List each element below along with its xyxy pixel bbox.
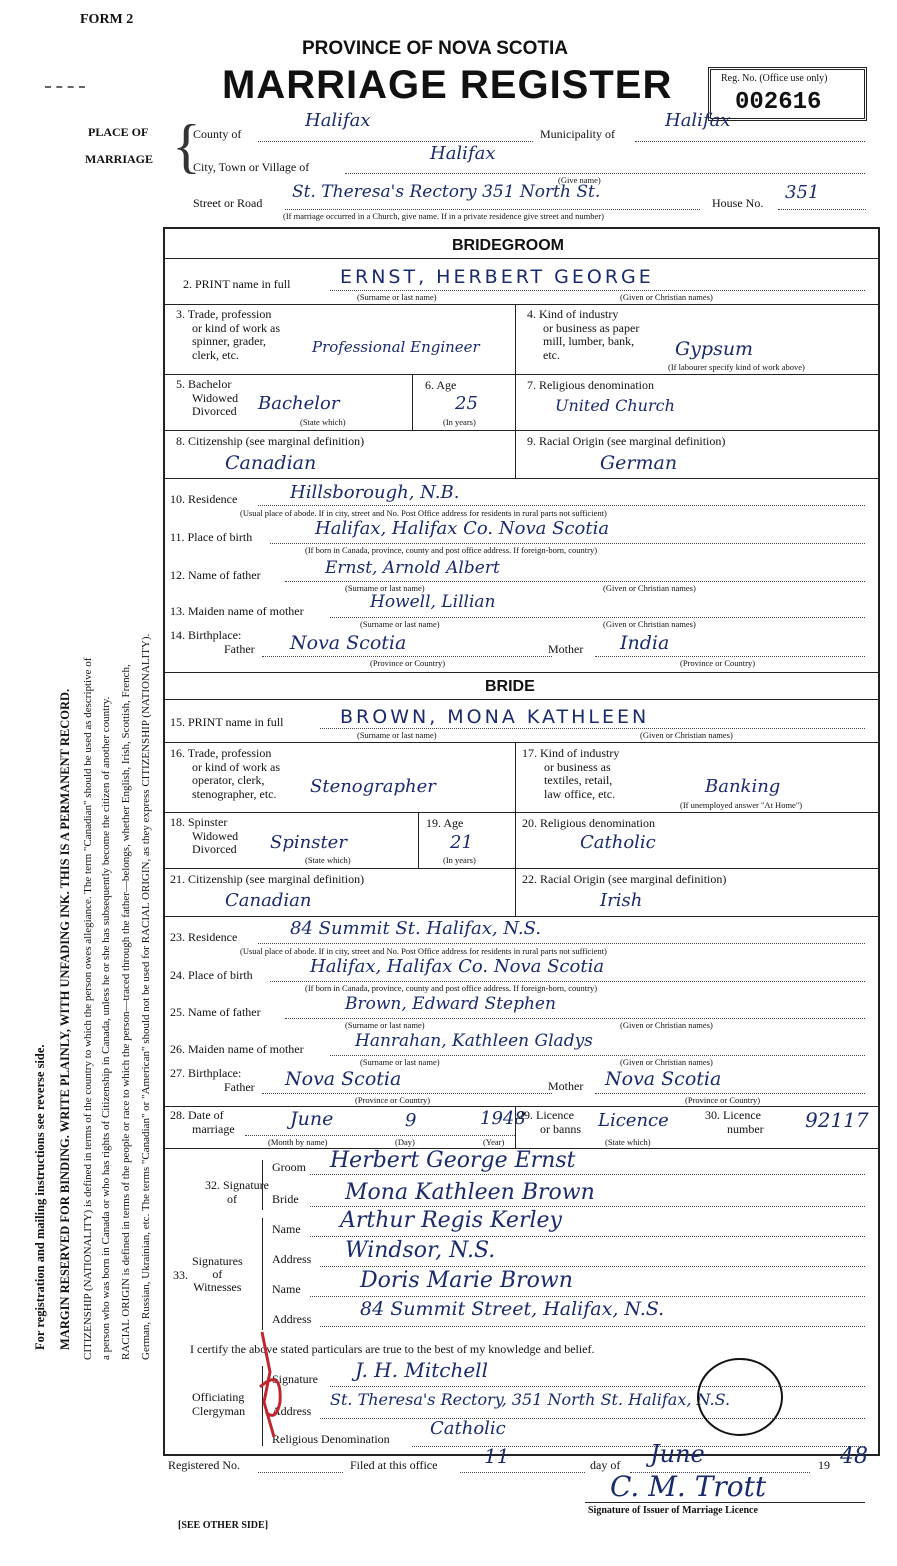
house-label: House No. (712, 196, 764, 210)
groom-birthplace-value: Halifax, Halifax Co. Nova Scotia (315, 518, 610, 539)
margin-racial-def-2: German, Russian, Ukrainian, etc. The terms "Canadian" or "American" should not be used for RACIAL ORIGIN, as they express CITIZENSHIP (NATIONALITY). (140, 633, 152, 1360)
bride-industry-label: 17. Kind of industry or business as textiles, retail, law office, etc. (522, 746, 620, 801)
bride-mother-value: Hanrahan, Kathleen Gladys (355, 1031, 593, 1051)
street-label: Street or Road (193, 196, 263, 210)
street-note: (If marriage occurred in a Church, give name. If in a private residence give street and number) (283, 211, 604, 221)
groom-father-surname-note: (Surname or last name) (345, 583, 425, 593)
page-title: MARRIAGE REGISTER (222, 63, 673, 107)
witness-number: 33. (173, 1268, 188, 1282)
groom-age-value: 25 (455, 393, 478, 414)
bride-status-value: Spinster (270, 832, 347, 853)
bride-mother-birth-value: Nova Scotia (605, 1068, 722, 1090)
w2-address-label: Address (272, 1312, 312, 1326)
margin-binding-note: MARGIN RESERVED FOR BINDING. WRITE PLAINLY, WITH UNFADING INK. THIS IS A PERMANENT RECORD. (58, 688, 72, 1350)
municipality-label: Municipality of (540, 127, 615, 141)
bride-father-prov-note: (Province or Country) (355, 1095, 431, 1105)
bride-mother-surname-note: (Surname or last name) (360, 1057, 440, 1067)
bride-father-label: 25. Name of father (170, 1005, 261, 1019)
bride-heading: BRIDE (485, 678, 535, 695)
licence-number-label: 30. Licence number (705, 1108, 764, 1136)
w1-address-label: Address (272, 1252, 312, 1266)
marriage-date-label: 28. Date of marriage (170, 1108, 235, 1136)
groom-state-which: (State which) (300, 417, 346, 427)
witness1-name: Arthur Regis Kerley (340, 1208, 562, 1233)
reg-number: 002616 (735, 89, 822, 116)
groom-mother-label: 13. Maiden name of mother (170, 604, 304, 618)
groom-father-given-note: (Given or Christian names) (603, 583, 696, 593)
groom-sig-label: Groom (272, 1160, 306, 1174)
bride-age-label: 19. Age (426, 816, 464, 830)
margin-citizenship-def-1: CITIZENSHIP (NATIONALITY) is defined in terms of the country to which the person owes allegiance. The term "Canadian" should be used as descriptive of (82, 657, 94, 1360)
bride-residence-label: 23. Residence (170, 930, 238, 944)
groom-mother-given-note: (Given or Christian names) (603, 619, 696, 629)
bride-status-label: 18. Spinster Widowed Divorced (170, 815, 239, 856)
bride-origin-label: 22. Racial Origin (see marginal definition) (522, 872, 727, 886)
bride-residence-value: 84 Summit St. Halifax, N.S. (290, 918, 542, 939)
certify-statement: I certify the above stated particulars are true to the best of my knowledge and belief. (190, 1342, 595, 1356)
bride-religion-value: Catholic (580, 832, 656, 853)
groom-birthplace-parents-label: 14. Birthplace: Father (170, 628, 255, 656)
licence-number-value: 92117 (805, 1108, 869, 1132)
groom-origin-value: German (600, 452, 678, 474)
bride-father-birth-value: Nova Scotia (285, 1068, 402, 1090)
issuer-signature: C. M. Trott (610, 1470, 767, 1503)
groom-father-value: Ernst, Arnold Albert (325, 558, 500, 578)
bride-mother-label: 26. Maiden name of mother (170, 1042, 304, 1056)
bride-name-label: 15. PRINT name in full (170, 715, 284, 729)
margin-racial-def-1: RACIAL ORIGIN is defined in terms of the people or race to which the person—traced through the father—belongs, whether English, Irish, Scottish, French, (120, 664, 132, 1360)
groom-name-value: ERNST, HERBERT GEORGE (340, 266, 654, 288)
groom-industry-label: 4. Kind of industry or business as paper mill, lumber, bank, etc. (527, 307, 640, 362)
bride-name-value: BROWN, MONA KATHLEEN (340, 706, 650, 728)
groom-mother-birth-value: India (620, 632, 670, 654)
groom-signature: Herbert George Ernst (330, 1148, 576, 1173)
filed-month: June (650, 1440, 705, 1468)
brace: { (172, 113, 201, 179)
bride-mother-birth-label: Mother (548, 1079, 584, 1093)
house-value: 351 (785, 182, 820, 203)
year-note: (Year) (483, 1137, 505, 1147)
clergy-sig-label: Signature (272, 1372, 318, 1386)
groom-religion-label: 7. Religious denomination (527, 378, 654, 392)
bride-mother-prov-note: (Province or Country) (685, 1095, 761, 1105)
groom-citizenship-value: Canadian (225, 452, 317, 474)
groom-mother-prov-note: (Province or Country) (680, 658, 756, 668)
margin-mark (45, 86, 85, 88)
margin-registration-note: For registration and mailing instructions see reverse side. (33, 1044, 47, 1350)
form-number: FORM 2 (80, 12, 134, 27)
seal-flourish (690, 1352, 790, 1442)
red-check-mark (252, 1312, 302, 1442)
street-value: St. Theresa's Rectory 351 North St. (292, 182, 601, 202)
witness2-address: 84 Summit Street, Halifax, N.S. (360, 1298, 665, 1320)
groom-birthplace-note: (If born in Canada, province, county and post office address. If foreign-born, country) (305, 545, 598, 555)
groom-father-prov-note: (Province or Country) (370, 658, 446, 668)
groom-status-label: 5. Bachelor Widowed Divorced (176, 377, 239, 418)
bride-birthplace-parents-label: 27. Birthplace: Father (170, 1066, 255, 1094)
margin-citizenship-def-2: a person who was born in Canada or who has rights of Citizenship in Canada, unless he or she has subsequently become the citizen of another country. (100, 696, 112, 1360)
filed-label: Filed at this office (350, 1458, 438, 1472)
groom-residence-value: Hillsborough, N.B. (290, 482, 460, 503)
bride-trade-value: Stenographer (310, 776, 436, 797)
bride-citizenship-label: 21. Citizenship (see marginal definition) (170, 872, 365, 886)
bride-birthplace-value: Halifax, Halifax Co. Nova Scotia (310, 956, 605, 977)
groom-trade-label: 3. Trade, profession or kind of work as spinner, grader, clerk, etc. (176, 307, 280, 362)
groom-heading: BRIDEGROOM (452, 237, 564, 254)
groom-name-label: 2. PRINT name in full (183, 277, 291, 291)
province-heading: PROVINCE OF NOVA SCOTIA (302, 38, 569, 59)
bride-father-given-note: (Given or Christian names) (620, 1020, 713, 1030)
city-label: City, Town or Village of (193, 160, 310, 174)
groom-in-years: (In years) (443, 417, 476, 427)
clergy-religion-label: Religious Denomination (272, 1432, 390, 1446)
marriage-label: MARRIAGE (85, 152, 153, 166)
witnesses-label: Signatures of Witnesses (192, 1254, 243, 1294)
city-value: Halifax (430, 143, 496, 164)
day-note: (Day) (395, 1137, 415, 1147)
bride-signature: Mona Kathleen Brown (345, 1180, 595, 1205)
groom-religion-value: United Church (555, 396, 675, 415)
bride-age-value: 21 (450, 832, 473, 853)
groom-father-birth-value: Nova Scotia (290, 632, 407, 654)
groom-origin-label: 9. Racial Origin (see marginal definition) (527, 434, 726, 448)
w1-name-label: Name (272, 1222, 301, 1236)
bride-industry-note: (If unemployed answer "At Home") (680, 800, 803, 810)
clergy-signature: J. H. Mitchell (355, 1358, 488, 1382)
bride-trade-label: 16. Trade, profession or kind of work as operator, clerk, stenographer, etc. (170, 746, 280, 801)
groom-residence-note: (Usual place of abode. If in city, street and No. Post Office address for residents in rural parts not sufficient) (240, 508, 607, 518)
marriage-year-value: 1948 (480, 1108, 526, 1129)
clergy-address-label: Address (272, 1404, 312, 1418)
state-which-note: (State which) (605, 1137, 651, 1147)
surname-note: (Surname or last name) (357, 292, 437, 302)
officiating-label: Officiating Clergyman (192, 1390, 246, 1418)
filed-day: 11 (484, 1444, 510, 1468)
groom-mother-surname-note: (Surname or last name) (360, 619, 440, 629)
bride-origin-value: Irish (600, 890, 643, 911)
groom-mother-birth-label: Mother (548, 642, 584, 656)
bride-religion-label: 20. Religious denomination (522, 816, 655, 830)
groom-citizenship-label: 8. Citizenship (see marginal definition) (176, 434, 365, 448)
county-value: Halifax (305, 110, 371, 131)
bride-citizenship-value: Canadian (225, 890, 312, 911)
given-note: (Given or Christian names) (620, 292, 713, 302)
marriage-month-value: June (290, 1108, 334, 1130)
bride-mother-given-note: (Given or Christian names) (620, 1057, 713, 1067)
bride-residence-note: (Usual place of abode. If in city, street and No. Post Office address for residents in rural parts not sufficient) (240, 946, 607, 956)
witness2-name: Doris Marie Brown (360, 1268, 573, 1293)
clergy-address: St. Theresa's Rectory, 351 North St. Halifax, N.S. (330, 1390, 731, 1409)
bride-given-note: (Given or Christian names) (640, 730, 733, 740)
groom-trade-value: Professional Engineer (312, 338, 480, 356)
filed-year: 48 (840, 1444, 868, 1469)
registered-label: Registered No. (168, 1458, 240, 1472)
licence-label: 29. Licence or banns (518, 1108, 581, 1136)
reg-label: Reg. No. (Office use only) (721, 73, 828, 84)
groom-residence-label: 10. Residence (170, 492, 238, 506)
bride-birthplace-label: 24. Place of birth (170, 968, 253, 982)
county-label: County of (193, 127, 242, 141)
bride-industry-value: Banking (705, 776, 781, 797)
signature-of-label: 32. Signature of (205, 1178, 269, 1206)
give-name-note: (Give name) (558, 175, 601, 185)
licence-value: Licence (598, 1110, 669, 1131)
bride-father-value: Brown, Edward Stephen (345, 994, 556, 1014)
groom-industry-value: Gypsum (675, 338, 754, 360)
w2-name-label: Name (272, 1282, 301, 1296)
bride-state-which: (State which) (305, 855, 351, 865)
municipality-value: Halifax (665, 110, 731, 131)
issuer-label: Signature of Issuer of Marriage Licence (588, 1505, 758, 1516)
bride-surname-note: (Surname or last name) (357, 730, 437, 740)
groom-age-label: 6. Age (425, 378, 457, 392)
see-other-side: [SEE OTHER SIDE] (178, 1520, 269, 1531)
bride-sig-label: Bride (272, 1192, 299, 1206)
filed-year-prefix: 19 (818, 1458, 830, 1472)
groom-status-value: Bachelor (258, 393, 340, 414)
place-label: PLACE OF (88, 125, 149, 139)
month-note: (Month by name) (268, 1137, 328, 1147)
groom-father-label: 12. Name of father (170, 568, 261, 582)
bride-birthplace-note: (If born in Canada, province, county and post office address. If foreign-born, country) (305, 983, 598, 993)
day-of-label: day of (590, 1458, 621, 1472)
clergy-religion: Catholic (430, 1418, 506, 1439)
bride-father-surname-note: (Surname or last name) (345, 1020, 425, 1030)
groom-mother-value: Howell, Lillian (370, 592, 496, 612)
groom-industry-note: (If labourer specify kind of work above) (668, 362, 805, 372)
witness1-address: Windsor, N.S. (345, 1238, 496, 1263)
marriage-day-value: 9 (405, 1110, 417, 1131)
groom-birthplace-label: 11. Place of birth (170, 530, 253, 544)
reg-number-box (708, 67, 867, 121)
bride-in-years: (In years) (443, 855, 476, 865)
